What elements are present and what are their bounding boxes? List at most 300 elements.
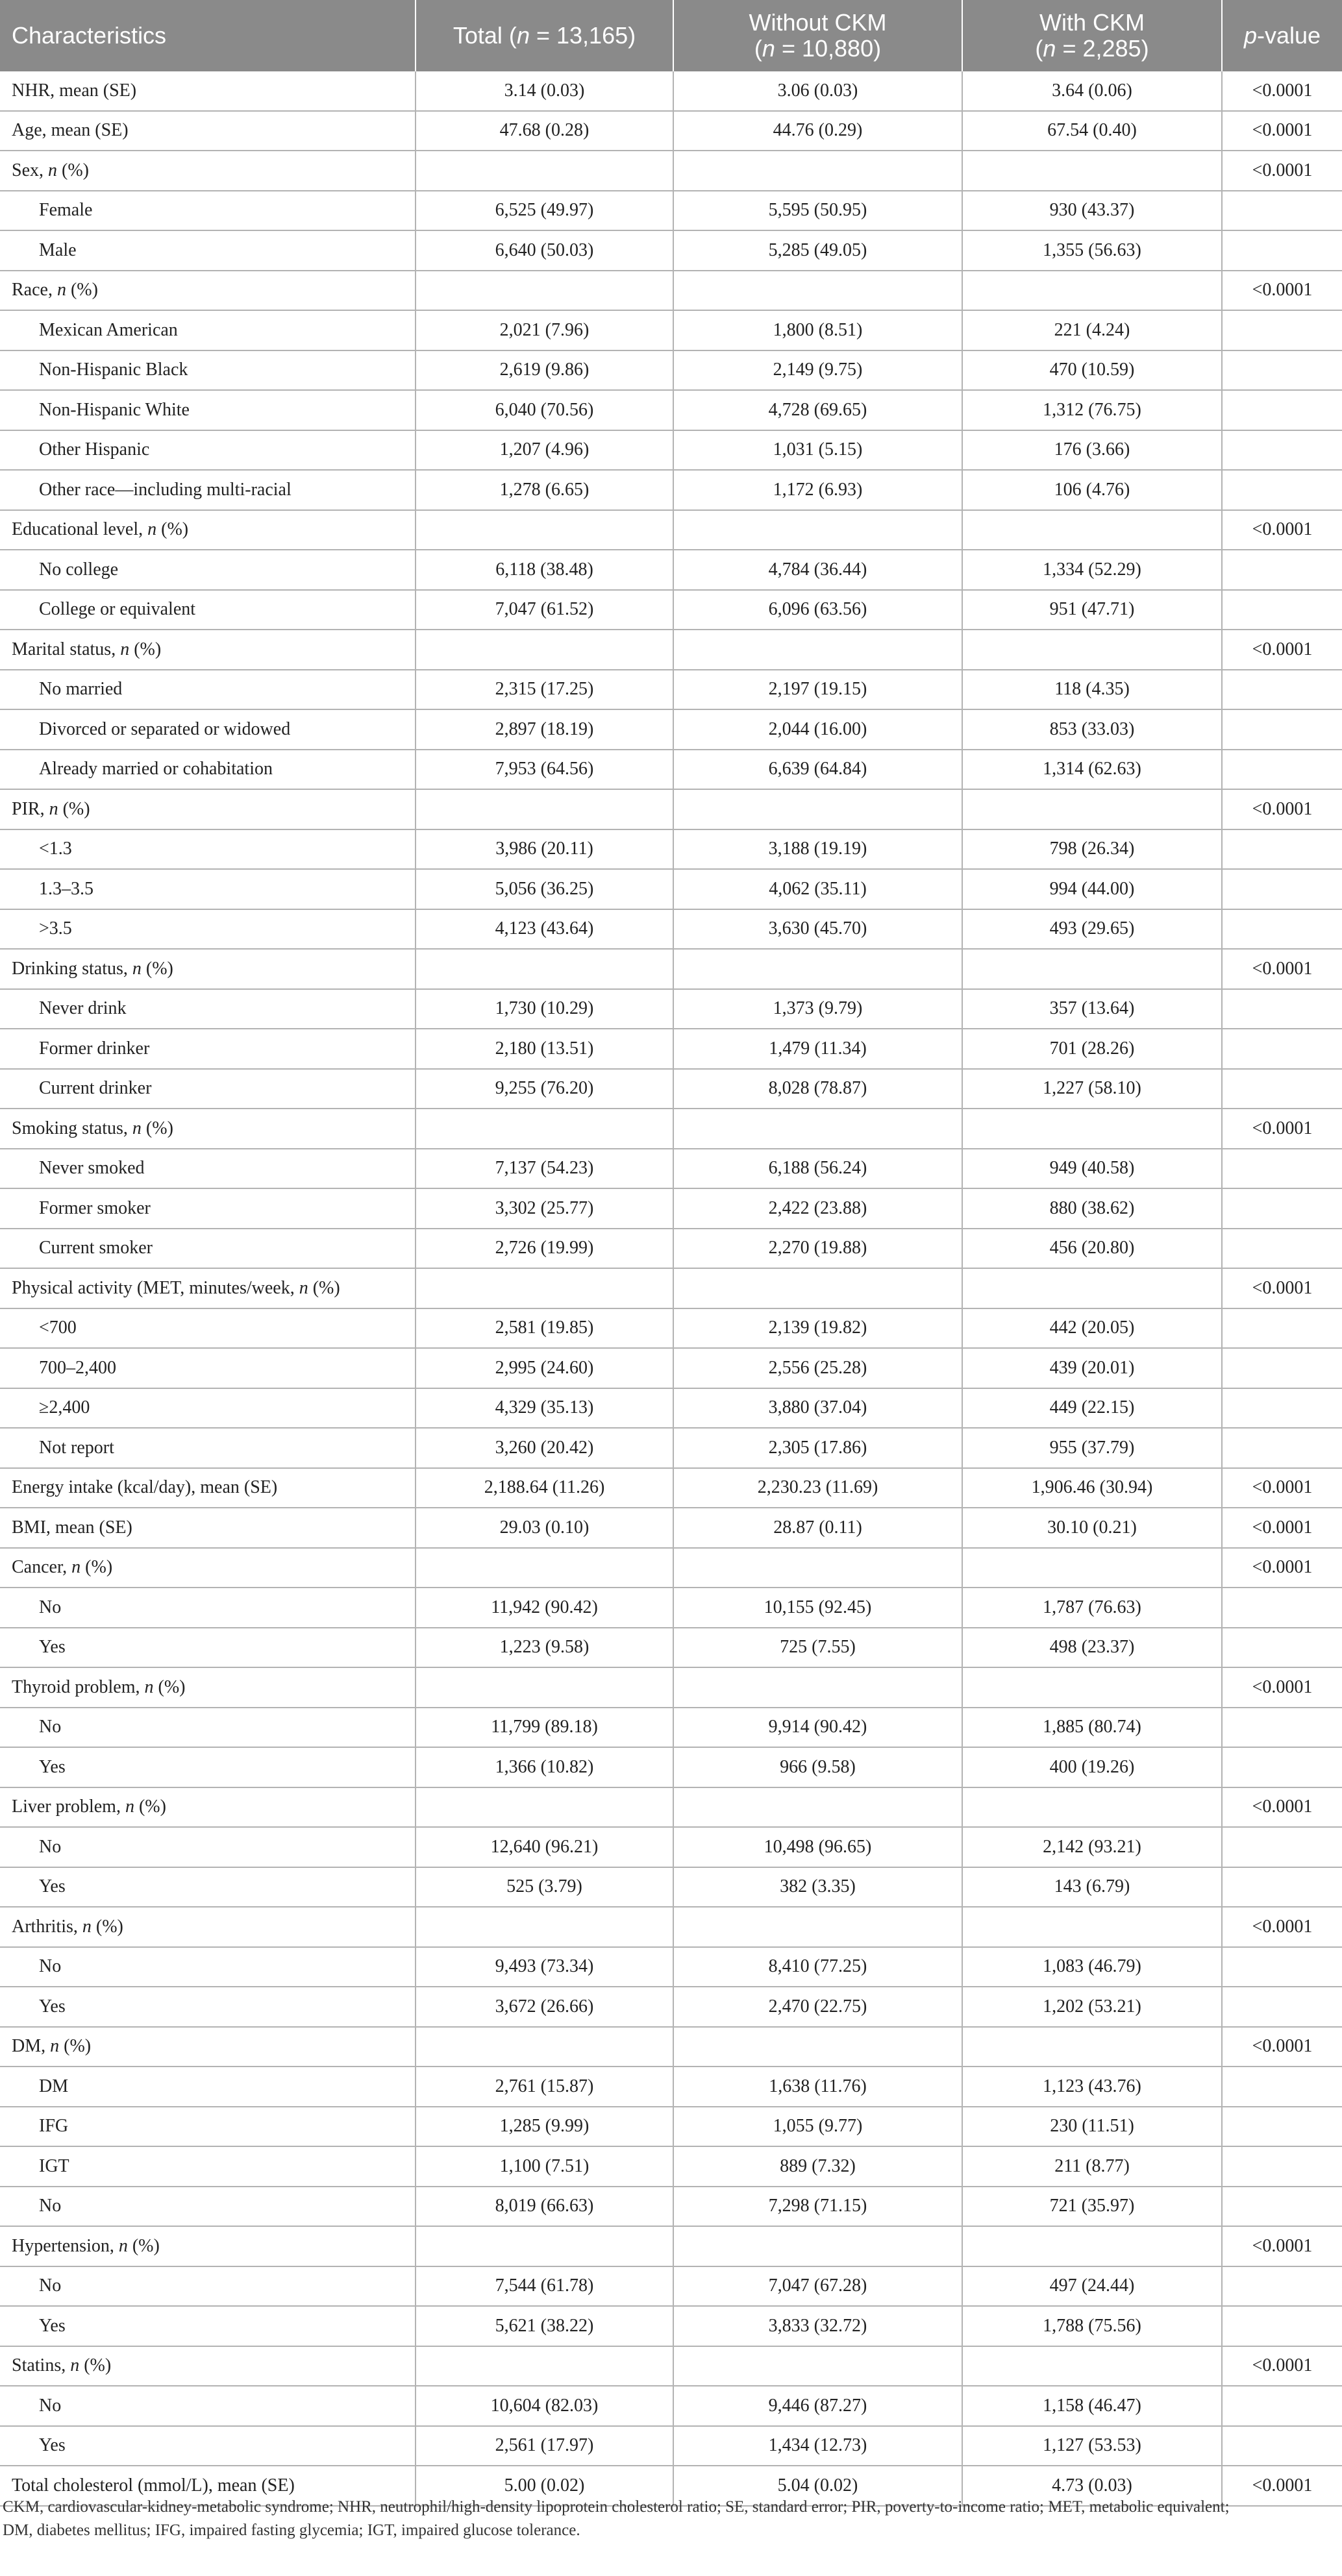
without-ckm-cell: 1,479 (11.34): [673, 1029, 962, 1069]
characteristic-label-part: n: [49, 798, 58, 819]
characteristic-label-part: (%): [156, 519, 189, 540]
without-ckm-cell: [673, 2027, 962, 2067]
with-ckm-cell: [962, 630, 1222, 670]
characteristic-label-cell: No: [0, 2266, 416, 2307]
table-row: [0, 1348, 1342, 1388]
characteristic-label-cell: [0, 1907, 416, 1947]
total-cell: [416, 151, 673, 191]
table-row: [0, 1388, 1342, 1429]
total-cell: 2,180 (13.51): [416, 1029, 673, 1069]
total-cell: 5.00 (0.02): [416, 2466, 673, 2506]
table-row: [0, 1987, 1342, 2027]
without-ckm-cell: [673, 1548, 962, 1588]
characteristic-label-cell: Total cholesterol (mmol/L), mean (SE): [0, 2466, 416, 2506]
with-ckm-cell: 1,314 (62.63): [962, 750, 1222, 790]
with-ckm-cell: [962, 1548, 1222, 1588]
table-row: [0, 1827, 1342, 1867]
without-ckm-cell: 7,047 (67.28): [673, 2266, 962, 2307]
total-cell: 8,019 (66.63): [416, 2187, 673, 2227]
characteristic-label-cell: Mexican American: [0, 310, 416, 350]
characteristic-label-part: Cancer,: [12, 1557, 72, 1578]
with-ckm-cell: [962, 151, 1222, 191]
p-value-cell: [1222, 2146, 1342, 2187]
table-group-row: [0, 271, 1342, 311]
total-cell: 2,897 (18.19): [416, 709, 673, 750]
without-ckm-cell: 382 (3.35): [673, 1867, 962, 1907]
without-ckm-cell: [673, 630, 962, 670]
characteristic-label-cell: [0, 1548, 416, 1588]
characteristic-label-cell: [0, 1268, 416, 1308]
total-cell: 7,544 (61.78): [416, 2266, 673, 2307]
table-row: [0, 909, 1342, 950]
without-ckm-cell: 3,630 (45.70): [673, 909, 962, 950]
characteristic-label-part: (%): [141, 958, 173, 979]
table-row: [0, 1747, 1342, 1787]
characteristic-label-cell: Yes: [0, 1987, 416, 2027]
without-ckm-cell: 8,410 (77.25): [673, 1947, 962, 1987]
without-ckm-cell: 6,096 (63.56): [673, 590, 962, 630]
table-row: [0, 590, 1342, 630]
table-row: [0, 2426, 1342, 2466]
without-ckm-cell: 10,498 (96.65): [673, 1827, 962, 1867]
total-cell: 3,986 (20.11): [416, 829, 673, 870]
p-value-cell: <0.0001: [1222, 2466, 1342, 2506]
with-ckm-cell: [962, 1109, 1222, 1149]
characteristic-label-part: (%): [129, 639, 162, 659]
p-value-cell: [1222, 1987, 1342, 2027]
table-row: [0, 1069, 1342, 1109]
p-value-cell: [1222, 1628, 1342, 1668]
characteristic-label-cell: [0, 949, 416, 989]
table-row: [0, 1308, 1342, 1349]
characteristic-label-cell: [0, 510, 416, 550]
with-ckm-cell: 176 (3.66): [962, 430, 1222, 471]
p-value-cell: <0.0001: [1222, 2027, 1342, 2067]
without-ckm-cell: [673, 1907, 962, 1947]
p-value-cell: [1222, 390, 1342, 430]
with-ckm-cell: 949 (40.58): [962, 1149, 1222, 1189]
with-ckm-cell: 1,787 (76.63): [962, 1588, 1222, 1628]
characteristic-label-part: n: [70, 2355, 80, 2376]
without-ckm-cell: 2,139 (19.82): [673, 1308, 962, 1349]
with-ckm-cell: 853 (33.03): [962, 709, 1222, 750]
characteristic-label-part: n: [147, 519, 157, 540]
total-cell: 3,672 (26.66): [416, 1987, 673, 2027]
p-value-cell: <0.0001: [1222, 1548, 1342, 1588]
p-value-cell: [1222, 1588, 1342, 1628]
without-ckm-cell: [673, 2346, 962, 2386]
total-cell: 1,285 (9.99): [416, 2107, 673, 2147]
characteristic-label-cell: NHR, mean (SE): [0, 71, 416, 111]
total-cell: 12,640 (96.21): [416, 1827, 673, 1867]
characteristic-label-cell: [0, 1787, 416, 1828]
without-ckm-cell: 966 (9.58): [673, 1747, 962, 1787]
total-cell: 6,040 (70.56): [416, 390, 673, 430]
table-row: [0, 1628, 1342, 1668]
with-ckm-cell: 3.64 (0.06): [962, 71, 1222, 111]
with-ckm-cell: [962, 2346, 1222, 2386]
total-cell: 6,525 (49.97): [416, 191, 673, 231]
table-group-row: [0, 1548, 1342, 1588]
characteristic-label-cell: 1.3–3.5: [0, 869, 416, 909]
table-row: [0, 2146, 1342, 2187]
total-cell: 7,137 (54.23): [416, 1149, 673, 1189]
without-ckm-cell: 28.87 (0.11): [673, 1508, 962, 1548]
p-value-cell: <0.0001: [1222, 1468, 1342, 1508]
without-ckm-cell: 5,595 (50.95): [673, 191, 962, 231]
total-cell: 9,255 (76.20): [416, 1069, 673, 1109]
table-group-row: [0, 949, 1342, 989]
without-ckm-cell: 1,055 (9.77): [673, 2107, 962, 2147]
without-ckm-cell: 3,188 (19.19): [673, 829, 962, 870]
p-value-cell: <0.0001: [1222, 151, 1342, 191]
characteristic-label-part: (%): [59, 2036, 92, 2057]
without-ckm-cell: 8,028 (78.87): [673, 1069, 962, 1109]
with-ckm-cell: [962, 271, 1222, 311]
with-ckm-cell: 106 (4.76): [962, 470, 1222, 510]
p-value-cell: [1222, 1229, 1342, 1269]
table-row: [0, 350, 1342, 391]
characteristic-label-part: n: [132, 958, 142, 979]
without-ckm-cell: 1,800 (8.51): [673, 310, 962, 350]
table-row: [0, 1188, 1342, 1229]
with-ckm-cell: 400 (19.26): [962, 1747, 1222, 1787]
with-ckm-cell: 721 (35.97): [962, 2187, 1222, 2227]
with-ckm-cell: 955 (37.79): [962, 1428, 1222, 1468]
with-ckm-cell: 1,334 (52.29): [962, 550, 1222, 590]
without-ckm-cell: [673, 2226, 962, 2266]
p-value-cell: [1222, 750, 1342, 790]
with-ckm-cell: 67.54 (0.40): [962, 111, 1222, 151]
table-row: [0, 1588, 1342, 1628]
p-value-cell: [1222, 909, 1342, 950]
table-row: [0, 1867, 1342, 1907]
table-row: [0, 310, 1342, 350]
with-ckm-cell: 951 (47.71): [962, 590, 1222, 630]
without-ckm-cell: 2,230.23 (11.69): [673, 1468, 962, 1508]
total-cell: 2,188.64 (11.26): [416, 1468, 673, 1508]
with-ckm-cell: 1,083 (46.79): [962, 1947, 1222, 1987]
footnote-line: DM, diabetes mellitus; IFG, impaired fasting glycemia; IGT, impaired glucose tolerance.: [3, 2521, 580, 2539]
table-row: [0, 2306, 1342, 2346]
with-ckm-cell: 357 (13.64): [962, 989, 1222, 1029]
characteristic-label-part: Physical activity (MET, minutes/week,: [12, 1277, 299, 1298]
with-ckm-cell: 880 (38.62): [962, 1188, 1222, 1229]
table-row: [0, 71, 1342, 111]
characteristic-label-cell: [0, 2346, 416, 2386]
table-row: [0, 550, 1342, 590]
with-ckm-cell: 1,355 (56.63): [962, 230, 1222, 271]
p-value-cell: <0.0001: [1222, 1787, 1342, 1828]
total-cell: 2,021 (7.96): [416, 310, 673, 350]
table-row: [0, 390, 1342, 430]
with-ckm-cell: 230 (11.51): [962, 2107, 1222, 2147]
characteristic-label-part: n: [132, 1118, 142, 1138]
p-value-cell: [1222, 350, 1342, 391]
p-value-cell: [1222, 1747, 1342, 1787]
total-cell: 4,123 (43.64): [416, 909, 673, 950]
with-ckm-cell: 449 (22.15): [962, 1388, 1222, 1429]
p-value-cell: <0.0001: [1222, 510, 1342, 550]
with-ckm-cell: 701 (28.26): [962, 1029, 1222, 1069]
total-cell: 5,056 (36.25): [416, 869, 673, 909]
characteristic-label-cell: Current smoker: [0, 1229, 416, 1269]
characteristic-label-cell: [0, 1667, 416, 1708]
characteristic-label-cell: Non-Hispanic Black: [0, 350, 416, 391]
characteristic-label-cell: Current drinker: [0, 1069, 416, 1109]
p-value-cell: <0.0001: [1222, 111, 1342, 151]
without-ckm-cell: [673, 1109, 962, 1149]
p-value-cell: <0.0001: [1222, 1667, 1342, 1708]
p-value-cell: [1222, 1069, 1342, 1109]
p-value-cell: <0.0001: [1222, 2226, 1342, 2266]
header-characteristics: Characteristics: [0, 0, 416, 71]
characteristic-label-part: Drinking status,: [12, 958, 132, 979]
characteristic-label-part: (%): [308, 1277, 340, 1298]
without-ckm-cell: 3,880 (37.04): [673, 1388, 962, 1429]
p-value-cell: <0.0001: [1222, 2346, 1342, 2386]
without-ckm-cell: 2,556 (25.28): [673, 1348, 962, 1388]
total-cell: 3,260 (20.42): [416, 1428, 673, 1468]
table-group-row: [0, 151, 1342, 191]
without-ckm-cell: 1,373 (9.79): [673, 989, 962, 1029]
characteristic-label-cell: Former smoker: [0, 1188, 416, 1229]
without-ckm-cell: 2,149 (9.75): [673, 350, 962, 391]
characteristic-label-part: n: [125, 1797, 134, 1817]
table-row: [0, 989, 1342, 1029]
p-value-cell: [1222, 670, 1342, 710]
total-cell: 525 (3.79): [416, 1867, 673, 1907]
total-cell: 11,799 (89.18): [416, 1708, 673, 1748]
table-group-row: [0, 1109, 1342, 1149]
characteristic-label-part: (%): [66, 280, 98, 301]
total-cell: 1,278 (6.65): [416, 470, 673, 510]
characteristic-label-cell: No: [0, 1827, 416, 1867]
total-cell: 2,561 (17.97): [416, 2426, 673, 2466]
with-ckm-cell: [962, 789, 1222, 829]
with-ckm-cell: 493 (29.65): [962, 909, 1222, 950]
with-ckm-cell: 1,788 (75.56): [962, 2306, 1222, 2346]
characteristic-label-part: DM,: [12, 2036, 51, 2057]
p-value-cell: [1222, 709, 1342, 750]
without-ckm-cell: [673, 789, 962, 829]
characteristic-label-cell: [0, 2027, 416, 2067]
total-cell: 47.68 (0.28): [416, 111, 673, 151]
characteristic-label-part: n: [48, 160, 57, 180]
characteristic-label-part: Hypertension,: [12, 2235, 119, 2256]
characteristic-label-cell: Age, mean (SE): [0, 111, 416, 151]
characteristic-label-cell: Female: [0, 191, 416, 231]
table-row: [0, 1149, 1342, 1189]
p-value-cell: [1222, 470, 1342, 510]
without-ckm-cell: 9,446 (87.27): [673, 2386, 962, 2426]
characteristic-label-part: n: [50, 2036, 60, 2057]
p-value-cell: [1222, 550, 1342, 590]
characteristic-label-cell: No college: [0, 550, 416, 590]
total-cell: [416, 1548, 673, 1588]
without-ckm-cell: [673, 271, 962, 311]
total-cell: 6,640 (50.03): [416, 230, 673, 271]
with-ckm-cell: [962, 1268, 1222, 1308]
characteristic-label-cell: No married: [0, 670, 416, 710]
table-group-row: [0, 2027, 1342, 2067]
p-value-cell: [1222, 1388, 1342, 1429]
table-group-row: [0, 630, 1342, 670]
without-ckm-cell: 2,197 (19.15): [673, 670, 962, 710]
total-cell: [416, 1667, 673, 1708]
with-ckm-cell: 442 (20.05): [962, 1308, 1222, 1349]
p-value-cell: <0.0001: [1222, 630, 1342, 670]
characteristic-label-part: (%): [127, 2235, 160, 2256]
table-row: [0, 1029, 1342, 1069]
table-row: [0, 1508, 1342, 1548]
characteristic-label-cell: Yes: [0, 1747, 416, 1787]
p-value-cell: [1222, 2266, 1342, 2307]
with-ckm-cell: [962, 1787, 1222, 1828]
without-ckm-cell: 44.76 (0.29): [673, 111, 962, 151]
table-row: [0, 191, 1342, 231]
characteristic-label-cell: [0, 151, 416, 191]
characteristic-label-part: n: [118, 2235, 128, 2256]
with-ckm-cell: 1,123 (43.76): [962, 2067, 1222, 2107]
total-cell: [416, 949, 673, 989]
without-ckm-cell: [673, 510, 962, 550]
with-ckm-cell: [962, 1907, 1222, 1947]
without-ckm-cell: [673, 949, 962, 989]
characteristic-label-part: Educational level,: [12, 519, 148, 540]
without-ckm-cell: 4,062 (35.11): [673, 869, 962, 909]
total-cell: 3,302 (25.77): [416, 1188, 673, 1229]
characteristic-label-part: Arthritis,: [12, 1916, 82, 1937]
total-cell: 1,730 (10.29): [416, 989, 673, 1029]
total-cell: [416, 2346, 673, 2386]
without-ckm-cell: 1,172 (6.93): [673, 470, 962, 510]
characteristic-label-part: n: [71, 1557, 81, 1578]
without-ckm-cell: [673, 1787, 962, 1828]
p-value-cell: [1222, 2107, 1342, 2147]
total-cell: [416, 789, 673, 829]
with-ckm-cell: 4.73 (0.03): [962, 2466, 1222, 2506]
without-ckm-cell: 10,155 (92.45): [673, 1588, 962, 1628]
footnote-line: CKM, cardiovascular-kidney-metabolic syndrome; NHR, neutrophil/high-density lipoprotein cholesterol ratio; SE, standard error; PIR, poverty-to-income ratio; MET, metabolic equivalent;: [3, 2498, 1230, 2516]
characteristic-label-cell: IGT: [0, 2146, 416, 2187]
table-row: [0, 670, 1342, 710]
characteristic-label-part: n: [120, 639, 130, 659]
table-row: [0, 230, 1342, 271]
characteristic-label-part: Liver problem,: [12, 1797, 125, 1817]
table-row: [0, 1708, 1342, 1748]
table-row: [0, 430, 1342, 471]
table-group-row: [0, 789, 1342, 829]
table-row: [0, 2386, 1342, 2426]
without-ckm-cell: 5.04 (0.02): [673, 2466, 962, 2506]
without-ckm-cell: [673, 151, 962, 191]
characteristic-label-part: (%): [141, 1118, 173, 1138]
total-cell: 3.14 (0.03): [416, 71, 673, 111]
p-value-cell: [1222, 1348, 1342, 1388]
characteristic-label-cell: [0, 2226, 416, 2266]
total-cell: [416, 2226, 673, 2266]
without-ckm-cell: 4,728 (69.65): [673, 390, 962, 430]
without-ckm-cell: 5,285 (49.05): [673, 230, 962, 271]
characteristic-label-part: Smoking status,: [12, 1118, 132, 1138]
characteristic-label-cell: Yes: [0, 1628, 416, 1668]
with-ckm-cell: 221 (4.24): [962, 310, 1222, 350]
table-row: [0, 2266, 1342, 2307]
characteristic-label-cell: 700–2,400: [0, 1348, 416, 1388]
header-with-ckm: With CKM (n = 2,285): [962, 0, 1222, 71]
with-ckm-cell: [962, 949, 1222, 989]
characteristic-label-part: (%): [81, 1557, 113, 1578]
characteristic-label-cell: Male: [0, 230, 416, 271]
characteristic-label-part: Thyroid problem,: [12, 1676, 145, 1697]
with-ckm-cell: 118 (4.35): [962, 670, 1222, 710]
characteristic-label-cell: Yes: [0, 2426, 416, 2466]
without-ckm-cell: 2,305 (17.86): [673, 1428, 962, 1468]
with-ckm-cell: 1,906.46 (30.94): [962, 1468, 1222, 1508]
characteristic-label-part: (%): [57, 160, 89, 180]
characteristic-label-cell: No: [0, 2187, 416, 2227]
table-group-row: [0, 2226, 1342, 2266]
total-cell: [416, 1109, 673, 1149]
without-ckm-cell: 1,031 (5.15): [673, 430, 962, 471]
characteristic-label-cell: BMI, mean (SE): [0, 1508, 416, 1548]
table-group-row: [0, 510, 1342, 550]
without-ckm-cell: 3,833 (32.72): [673, 2306, 962, 2346]
table-row: [0, 470, 1342, 510]
characteristic-label-cell: Never drink: [0, 989, 416, 1029]
without-ckm-cell: 4,784 (36.44): [673, 550, 962, 590]
table-group-row: [0, 1667, 1342, 1708]
characteristic-label-part: n: [82, 1916, 92, 1937]
table-row: [0, 1947, 1342, 1987]
p-value-cell: [1222, 869, 1342, 909]
characteristic-label-cell: [0, 271, 416, 311]
with-ckm-cell: [962, 2027, 1222, 2067]
without-ckm-cell: 9,914 (90.42): [673, 1708, 962, 1748]
total-cell: 7,047 (61.52): [416, 590, 673, 630]
p-value-cell: <0.0001: [1222, 271, 1342, 311]
characteristic-label-part: (%): [153, 1676, 186, 1697]
p-value-cell: [1222, 2187, 1342, 2227]
table-row: [0, 2067, 1342, 2107]
characteristic-label-cell: Already married or cohabitation: [0, 750, 416, 790]
p-value-cell: [1222, 829, 1342, 870]
characteristic-label-cell: IFG: [0, 2107, 416, 2147]
total-cell: [416, 510, 673, 550]
with-ckm-cell: 1,127 (53.53): [962, 2426, 1222, 2466]
total-cell: 10,604 (82.03): [416, 2386, 673, 2426]
without-ckm-cell: 6,188 (56.24): [673, 1149, 962, 1189]
with-ckm-cell: [962, 2226, 1222, 2266]
p-value-cell: <0.0001: [1222, 71, 1342, 111]
p-value-cell: <0.0001: [1222, 1508, 1342, 1548]
p-value-cell: <0.0001: [1222, 949, 1342, 989]
header-total: Total (n = 13,165): [416, 0, 673, 71]
with-ckm-cell: 30.10 (0.21): [962, 1508, 1222, 1548]
p-value-cell: <0.0001: [1222, 1109, 1342, 1149]
header-without-ckm: Without CKM (n = 10,880): [673, 0, 962, 71]
p-value-cell: [1222, 1029, 1342, 1069]
without-ckm-cell: 889 (7.32): [673, 2146, 962, 2187]
total-cell: 9,493 (73.34): [416, 1947, 673, 1987]
p-value-cell: [1222, 2067, 1342, 2107]
table-header-row: [0, 0, 1342, 71]
characteristic-label-part: Race,: [12, 280, 57, 301]
without-ckm-cell: 2,470 (22.75): [673, 1987, 962, 2027]
p-value-cell: <0.0001: [1222, 1907, 1342, 1947]
characteristic-label-cell: [0, 789, 416, 829]
